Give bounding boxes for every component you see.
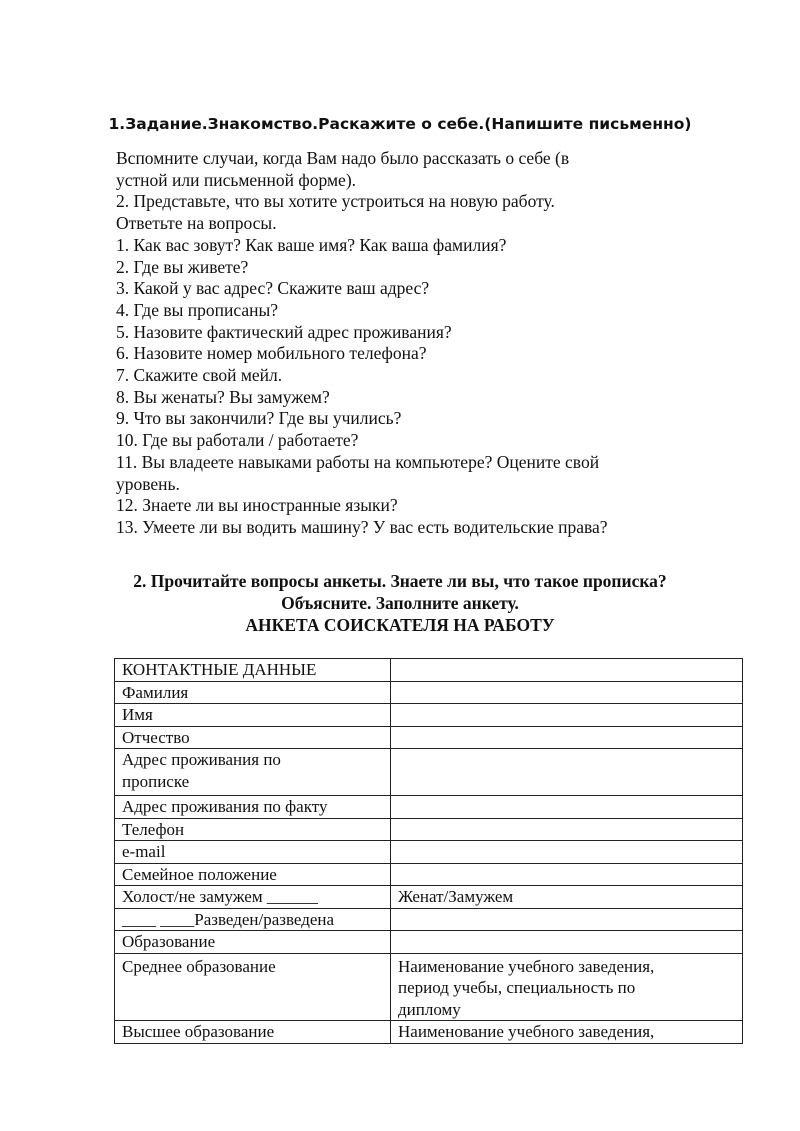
table-row	[115, 704, 743, 727]
task2-header	[0, 570, 800, 636]
task2-instruction: 2. Прочитайте вопросы анкеты. Знаете ли вы, что такое прописка?	[133, 571, 667, 591]
form-option-cell[interactable]	[115, 908, 391, 931]
form-label-cell	[115, 953, 391, 1021]
text-line: 2. Представьте, что вы хотите устроиться на новую работу.	[116, 191, 555, 212]
marital-option-divorced: ____ ____Разведен/разведена	[122, 909, 335, 929]
form-label-cell	[115, 749, 391, 796]
form-input-cell[interactable]	[391, 931, 743, 954]
question-item: 3. Какой у вас адрес? Скажите ваш адрес?	[116, 278, 430, 299]
form-label: Имя	[122, 705, 153, 724]
application-form-table	[114, 658, 743, 1044]
table-row	[115, 681, 743, 704]
form-option-cell[interactable]	[391, 886, 743, 909]
table-row	[115, 1021, 743, 1044]
form-label-cell	[115, 704, 391, 727]
question-item: 8. Вы женаты? Вы замужем?	[116, 386, 330, 407]
form-input-cell[interactable]	[391, 726, 743, 749]
form-label-cell	[115, 726, 391, 749]
form-hint: Наименование учебного заведения,	[398, 1022, 655, 1041]
question-item: уровень.	[116, 473, 180, 494]
text-line: устной или письменной форме).	[116, 169, 357, 190]
form-label: Адрес проживания по	[122, 750, 281, 769]
task1-body	[116, 148, 716, 539]
question-item: 5. Назовите фактический адрес проживания?	[116, 321, 452, 342]
table-row	[115, 726, 743, 749]
table-row	[115, 886, 743, 909]
form-input-cell[interactable]	[391, 796, 743, 819]
task2-instruction: Объясните. Заполните анкету.	[281, 593, 519, 613]
marital-option-married: Женат/Замужем	[398, 887, 514, 906]
table-row	[115, 749, 743, 796]
form-hint: период учебы, специальность по	[398, 978, 636, 997]
form-input-cell[interactable]	[391, 704, 743, 727]
form-label: Высшее образование	[122, 1022, 275, 1041]
question-item: 13. Умеете ли вы водить машину? У вас есть водительские права?	[116, 516, 608, 537]
question-item: 6. Назовите номер мобильного телефона?	[116, 343, 427, 364]
text-line: Вспомните случаи, когда Вам надо было рассказать о себе (в	[116, 148, 570, 168]
form-label-cell	[115, 681, 391, 704]
form-section-label: КОНТАКТНЫЕ ДАННЫЕ	[122, 660, 317, 679]
form-label: Телефон	[122, 819, 185, 839]
table-row	[115, 796, 743, 819]
marital-option-single: Холост/не замужем ______	[122, 887, 318, 906]
table-row	[115, 841, 743, 864]
question-item: 4. Где вы прописаны?	[116, 299, 278, 320]
form-label: Фамилия	[122, 682, 189, 702]
form-input-cell[interactable]	[391, 749, 743, 796]
question-item: 10. Где вы работали / работаете?	[116, 430, 359, 451]
form-input-cell[interactable]	[391, 841, 743, 864]
table-row	[115, 659, 743, 682]
form-label-cell	[115, 931, 391, 954]
form-input-cell[interactable]	[391, 818, 743, 841]
form-label-cell	[115, 818, 391, 841]
table-row	[115, 818, 743, 841]
form-label: Семейное положение	[122, 864, 277, 884]
form-hint: Наименование учебного заведения,	[398, 956, 655, 976]
question-item: 1. Как вас зовут? Как ваше имя? Как ваша фамилия?	[116, 234, 507, 255]
form-label-continued: прописке	[122, 771, 190, 791]
form-label-cell	[115, 863, 391, 886]
form-label-cell	[115, 841, 391, 864]
form-input-cell[interactable]	[391, 953, 743, 1021]
form-input-cell[interactable]	[391, 681, 743, 704]
table-row	[115, 953, 743, 1021]
form-input-cell[interactable]	[391, 659, 743, 682]
form-input-cell[interactable]	[391, 1021, 743, 1044]
question-item: 12. Знаете ли вы иностранные языки?	[116, 495, 398, 516]
form-label: e-mail	[122, 842, 166, 861]
form-option-cell[interactable]	[115, 886, 391, 909]
form-label: Адрес проживания по факту	[122, 797, 328, 816]
form-input-cell[interactable]	[391, 863, 743, 886]
form-label: Среднее образование	[122, 956, 276, 976]
form-heading: АНКЕТА СОИСКАТЕЛЯ НА РАБОТУ	[245, 615, 555, 635]
table-row	[115, 931, 743, 954]
question-item: 2. Где вы живете?	[116, 256, 249, 277]
question-item: 9. Что вы закончили? Где вы учились?	[116, 408, 402, 429]
form-label: Образование	[122, 932, 216, 951]
table-row	[115, 908, 743, 931]
form-hint: диплому	[398, 999, 461, 1019]
text-line: Ответьте на вопросы.	[116, 213, 277, 234]
form-label-cell	[115, 796, 391, 819]
form-label-cell	[115, 659, 391, 682]
question-item: 7. Скажите свой мейл.	[116, 365, 283, 386]
form-label: Отчество	[122, 727, 190, 747]
form-label-cell	[115, 1021, 391, 1044]
task1-title: 1.Задание.Знакомство.Раскажите о себе.(Напишите письменно)	[108, 115, 692, 133]
form-input-cell[interactable]	[391, 908, 743, 931]
table-row	[115, 863, 743, 886]
question-item: 11. Вы владеете навыками работы на компьютере? Оцените свой	[116, 451, 600, 472]
